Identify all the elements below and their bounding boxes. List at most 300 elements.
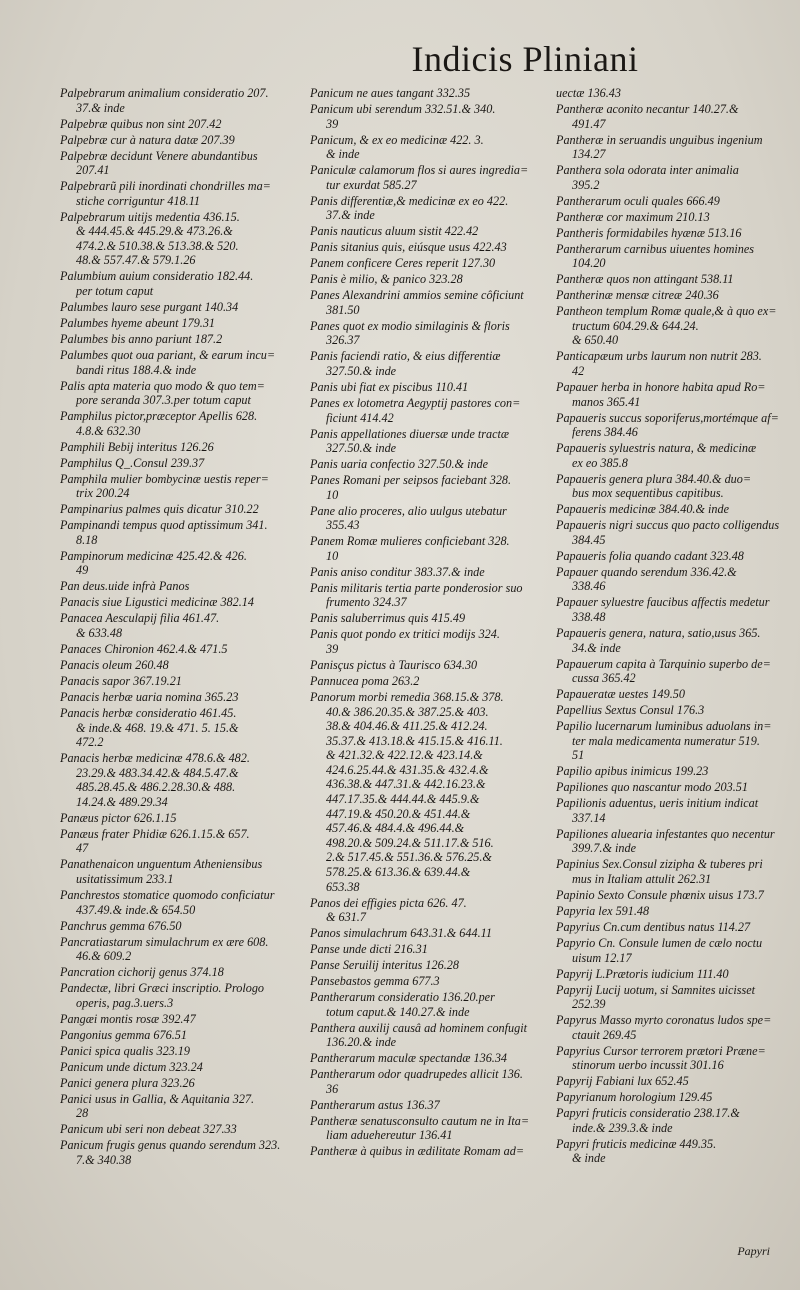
index-entry-line: ter mala medicamenta numeratur 519. xyxy=(572,733,760,748)
index-entry xyxy=(556,703,792,718)
index-entry-line: 355.43 xyxy=(326,518,360,533)
index-entry-line: uisum 12.17 xyxy=(572,950,632,965)
index-entry-line: & inde xyxy=(326,147,360,162)
index-entry xyxy=(556,102,792,131)
index-entry-line: 498.20.& 509.24.& 511.17.& 516. xyxy=(326,835,494,850)
index-entry-line: Pantherarum oculi quales 666.49 xyxy=(556,193,720,208)
index-entry xyxy=(60,518,284,547)
index-entry-line: Pancratiastarum simulachrum ex ære 608. xyxy=(60,934,269,949)
index-entry xyxy=(60,706,284,750)
index-entry xyxy=(310,272,532,287)
index-entry-line: Papauer quando serendum 336.42.& xyxy=(556,564,737,579)
index-entry-line: Panicum ubi serendum 332.51.& 340. xyxy=(310,101,496,116)
index-entry-line: stinorum uerbo incussit 301.16 xyxy=(572,1058,724,1073)
index-entry-line: Papilionis aduentus, ueris initium indicat xyxy=(556,796,759,811)
index-column-2 xyxy=(310,86,532,1160)
index-entry-line: 207.41 xyxy=(76,163,110,178)
index-entry xyxy=(310,581,532,610)
index-entry xyxy=(310,896,532,925)
index-entry xyxy=(310,534,532,563)
index-entry xyxy=(556,1106,792,1135)
index-entry-line: 49 xyxy=(76,563,89,578)
index-entry-line: tur exurdat 585.27 xyxy=(326,177,417,192)
index-entry-line: Palis apta materia quo modo & quo tem= xyxy=(60,378,265,393)
index-entry-line: Papiliones aluearia infestantes quo necentur xyxy=(556,826,775,841)
index-entry-line: 437.49.& inde.& 654.50 xyxy=(76,902,196,917)
page-title: Indicis Pliniani xyxy=(411,39,639,79)
index-entry xyxy=(60,690,284,705)
index-entry-line: Papyrij Lucij uotum, si Samnites uicisset xyxy=(556,982,756,997)
index-entry xyxy=(60,888,284,917)
index-entry-line: 134.27 xyxy=(572,147,606,162)
index-entry-line: Pantherarum astus 136.37 xyxy=(310,1097,440,1112)
index-entry-line: 48.& 557.47.& 579.1.26 xyxy=(76,253,196,268)
index-entry xyxy=(556,1013,792,1042)
index-entry-line: Papaueris genera plura 384.40.& duo= xyxy=(556,471,752,486)
index-entry xyxy=(60,502,284,517)
index-entry xyxy=(310,457,532,472)
index-entry-line: Panacis siue Ligustici medicinæ 382.14 xyxy=(60,595,254,610)
index-entry-line: bandi ritus 188.4.& inde xyxy=(76,362,197,377)
index-entry xyxy=(310,627,532,656)
index-entry-line: Papyrius Cursor terrorem prætori Præne= xyxy=(556,1043,766,1058)
index-entry-line: 35.37.& 413.18.& 415.15.& 416.11. xyxy=(326,733,503,748)
index-entry-line: Panis faciendi ratio, & eius differentiæ xyxy=(310,349,501,364)
index-entry-line: Panis differentiæ,& medicinæ ex eo 422. xyxy=(310,193,509,208)
index-entry xyxy=(60,935,284,964)
index-entry-line: Papaueris medicinæ 384.40.& inde xyxy=(556,502,729,517)
index-entry xyxy=(60,269,284,298)
index-entry-line: cussa 365.42 xyxy=(572,671,636,686)
index-entry-line: Pannucea poma 263.2 xyxy=(310,673,420,688)
index-entry-line: Pantherarum consideratio 136.20.per xyxy=(310,990,495,1005)
index-entry xyxy=(310,163,532,192)
index-entry xyxy=(60,642,284,657)
index-entry xyxy=(556,502,792,517)
index-entry xyxy=(556,242,792,271)
index-entry-line: Panem conficere Ceres reperit 127.30 xyxy=(310,256,496,271)
index-entry xyxy=(556,827,792,856)
index-entry-line: Papyrio Cn. Consule lumen de cælo noctu xyxy=(556,935,763,950)
index-entry-line: Panæus frater Phidiæ 626.1.15.& 657. xyxy=(60,826,250,841)
index-entry-line: Pantheon templum Romæ quale,& à quo ex= xyxy=(556,304,777,319)
index-entry-line: Panicum ubi seri non debeat 327.33 xyxy=(60,1122,237,1137)
index-entry xyxy=(310,942,532,957)
index-entry xyxy=(556,1044,792,1073)
index-entry-line: ficiunt 414.42 xyxy=(326,410,394,425)
index-entry xyxy=(310,1144,532,1159)
index-entry xyxy=(310,319,532,348)
index-entry-line: Panis appellationes diuersæ unde tractæ xyxy=(310,426,510,441)
index-entry-line: 338.46 xyxy=(572,579,606,594)
index-entry-line: Pantheræ senatusconsulto cautum ne in Ita= xyxy=(310,1113,530,1128)
index-entry-line: Panis è milio, & panico 323.28 xyxy=(310,272,463,287)
index-entry xyxy=(556,472,792,501)
index-entry-line: 34.& inde xyxy=(572,640,621,655)
index-entry-line: 424.6.25.44.& 431.35.& 432.4.& xyxy=(326,762,489,777)
index-columns xyxy=(60,86,792,1266)
index-entry xyxy=(556,194,792,209)
index-entry xyxy=(556,411,792,440)
index-entry xyxy=(310,473,532,502)
index-entry xyxy=(310,926,532,941)
index-entry-line: Papaueris nigri succus quo pacto colligendus xyxy=(556,518,780,533)
index-entry-line: 337.14 xyxy=(572,810,606,825)
index-entry xyxy=(556,1090,792,1105)
index-entry-line: 485.28.45.& 486.2.28.30.& 488. xyxy=(76,780,236,795)
index-entry-line: 338.48 xyxy=(572,610,606,624)
index-entry xyxy=(556,936,792,965)
index-entry xyxy=(556,272,792,287)
index-entry-line: Pamphilus Q_.Consul 239.37 xyxy=(60,455,205,470)
index-entry-line: 36 xyxy=(326,1081,339,1096)
index-entry-line: Pampinandi tempus quod aptissimum 341. xyxy=(60,518,268,533)
index-entry-line: 2.& 517.45.& 551.36.& 576.25.& xyxy=(326,850,492,865)
index-entry-line: 7.& 340.38 xyxy=(76,1152,132,1167)
index-entry-line: Papaueris syluestris natura, & medicinæ xyxy=(556,441,757,456)
index-entry-line: & 650.40 xyxy=(572,333,619,348)
index-entry-line: 10 xyxy=(326,548,339,563)
index-entry-line: & 444.45.& 445.29.& 473.26.& xyxy=(76,224,233,239)
index-entry xyxy=(60,1138,284,1167)
index-entry-line: stiche corriguntur 418.11 xyxy=(76,193,201,208)
index-entry-line: Pantherarum odor quadrupedes allicit 136. xyxy=(310,1067,523,1082)
index-entry xyxy=(60,456,284,471)
index-entry-line: Papaueris folia quando cadant 323.48 xyxy=(556,548,744,563)
index-entry-line: Papyrianum horologium 129.45 xyxy=(556,1090,713,1105)
index-entry xyxy=(60,611,284,640)
index-entry-line: Papinius Sex.Consul zizipha & tuberes pri xyxy=(556,857,763,872)
index-entry-line: Pamphili Bebij interitus 126.26 xyxy=(60,439,214,454)
index-entry xyxy=(556,1074,792,1089)
index-entry xyxy=(310,288,532,317)
index-entry-line: Pan deus.uide infrà Panos xyxy=(60,579,190,594)
index-entry-line: Palumbes quot oua pariant, & earum incu= xyxy=(60,348,276,362)
index-entry xyxy=(310,611,532,626)
index-entry-line: 40.& 386.20.35.& 387.25.& 403. xyxy=(326,704,489,719)
index-entry xyxy=(310,674,532,689)
index-entry xyxy=(556,226,792,241)
index-entry-line: Panos simulachrum 643.31.& 644.11 xyxy=(310,926,492,941)
index-entry xyxy=(60,549,284,578)
index-entry xyxy=(556,595,792,624)
index-entry xyxy=(310,224,532,239)
index-entry-line: Panem Romæ mulieres conficiebant 328. xyxy=(310,534,510,549)
index-entry xyxy=(60,210,284,268)
index-entry-line: Papiliones quo nascantur modo 203.51 xyxy=(556,780,748,795)
index-entry xyxy=(556,210,792,225)
index-entry xyxy=(60,857,284,886)
index-entry-line: Panacea Aesculapij filia 461.47. xyxy=(60,611,220,626)
index-entry xyxy=(556,687,792,702)
index-entry-line: per totum caput xyxy=(76,284,154,299)
index-entry xyxy=(60,827,284,856)
index-entry-line: Papyrius Cn.cum dentibus natus 114.27 xyxy=(556,919,751,934)
index-entry xyxy=(556,349,792,378)
index-entry-line: & 633.48 xyxy=(76,625,123,640)
index-entry xyxy=(60,1076,284,1091)
index-entry xyxy=(556,549,792,564)
index-entry xyxy=(556,764,792,779)
index-entry-line: Pandectæ, libri Græci inscriptio. Prologo xyxy=(60,981,265,996)
index-entry xyxy=(60,348,284,377)
index-entry xyxy=(60,751,284,809)
index-entry-line: 37.& inde xyxy=(326,208,375,223)
index-entry-line: Panes ex lotometra Aegyptij pastores con= xyxy=(310,395,521,410)
index-entry xyxy=(60,149,284,178)
index-entry-line: ferens 384.46 xyxy=(572,425,638,440)
index-entry xyxy=(310,240,532,255)
index-entry xyxy=(60,1044,284,1059)
index-entry-line: 136.20.& inde xyxy=(326,1035,397,1050)
index-entry-line: totum caput.& 140.27.& inde xyxy=(326,1004,470,1019)
index-entry-line: 37.& inde xyxy=(76,100,125,115)
index-entry-line: Panaces Chironion 462.4.& 471.5 xyxy=(60,641,228,656)
index-entry-line: Pansebastos gemma 677.3 xyxy=(310,974,440,989)
index-entry-line: 395.2 xyxy=(572,177,600,192)
index-entry-line: Panacis herbæ uaria nomina 365.23 xyxy=(60,689,239,704)
index-entry xyxy=(556,904,792,919)
index-entry-line: Panis nauticus aluum sistit 422.42 xyxy=(310,224,479,239)
index-entry-line: Palpebræ quibus non sint 207.42 xyxy=(60,116,222,131)
index-entry xyxy=(310,658,532,673)
index-entry-line: 28 xyxy=(76,1106,89,1121)
index-entry-line: uectæ 136.43 xyxy=(556,86,621,100)
index-entry-line: usitatissimum 233.1 xyxy=(76,872,174,886)
index-entry-line: 381.50 xyxy=(326,302,360,317)
index-entry-line: & 421.32.& 422.12.& 423.14.& xyxy=(326,748,483,763)
index-entry xyxy=(556,920,792,935)
index-entry-line: Panæus pictor 626.1.15 xyxy=(60,810,177,825)
index-entry-line: Pampinorum medicinæ 425.42.& 426. xyxy=(60,548,247,563)
index-entry xyxy=(60,316,284,331)
index-entry xyxy=(60,1092,284,1121)
index-entry xyxy=(556,518,792,547)
index-entry xyxy=(310,1067,532,1096)
index-column-3 xyxy=(556,86,792,1167)
index-entry-line: 47 xyxy=(76,841,89,856)
index-entry xyxy=(556,983,792,1012)
index-entry xyxy=(60,409,284,438)
index-entry xyxy=(310,349,532,378)
index-entry-line: bus mox sequentibus capitibus. xyxy=(572,486,724,501)
index-entry-line: Pantherarum maculæ spectandæ 136.34 xyxy=(310,1051,508,1066)
catchword: Papyri xyxy=(737,1244,770,1258)
index-entry-line: Papauer syluestre faucibus affectis medetur xyxy=(556,595,770,610)
index-entry xyxy=(556,626,792,655)
index-entry-line: 252.39 xyxy=(572,997,606,1012)
index-entry-line: 399.7.& inde xyxy=(572,841,636,856)
index-entry-line: 327.50.& inde xyxy=(326,363,397,378)
index-entry-line: Papaueris genera, natura, satio,usus 365. xyxy=(556,625,761,640)
index-entry xyxy=(556,780,792,795)
index-entry-line: Panse unde dicti 216.31 xyxy=(310,942,428,957)
index-entry-line: Panchrestos stomatice quomodo conficiatur xyxy=(60,887,275,902)
index-entry-line: Papaueratæ uestes 149.50 xyxy=(556,687,685,702)
index-entry xyxy=(310,1114,532,1143)
index-entry-line: Panis militaris tertia parte ponderosior suo xyxy=(310,580,523,595)
index-entry xyxy=(556,796,792,825)
index-entry-line: 39 xyxy=(326,116,339,131)
index-entry xyxy=(310,396,532,425)
index-entry-line: Pantheræ cor maximum 210.13 xyxy=(556,209,710,224)
index-entry-line: Panticapæum urbs laurum non nutrit 283. xyxy=(556,349,762,364)
index-entry xyxy=(310,990,532,1019)
index-entry-line: Palpebrarum uitijs medentia 436.15. xyxy=(60,209,240,224)
index-entry xyxy=(60,86,284,115)
index-entry-line: Paniculæ calamorum flos si aures ingredia= xyxy=(310,163,529,178)
index-entry-line: Panacis sapor 367.19.21 xyxy=(60,673,182,688)
index-entry xyxy=(60,379,284,408)
index-entry-line: 578.25.& 613.36.& 639.44.& xyxy=(326,865,471,880)
index-entry-line: Panis quot pondo ex tritici modijs 324. xyxy=(310,627,500,642)
index-entry-line: Pantheræ à quibus in ædilitate Romam ad= xyxy=(310,1144,525,1159)
index-entry-line: 326.37 xyxy=(326,333,360,348)
index-entry xyxy=(60,811,284,826)
index-entry-line: Pantherinæ mensæ citreæ 240.36 xyxy=(556,288,719,303)
index-entry-line: mus in Italiam attulit 262.31 xyxy=(572,872,712,886)
index-entry-line: Papyri fruticis consideratio 238.17.& xyxy=(556,1106,740,1121)
index-entry xyxy=(60,579,284,594)
index-entry xyxy=(310,1098,532,1113)
index-entry xyxy=(556,719,792,763)
index-entry xyxy=(310,565,532,580)
index-entry xyxy=(60,919,284,934)
index-entry xyxy=(556,1137,792,1166)
index-entry-line: 46.& 609.2 xyxy=(76,949,132,964)
index-entry-line: 42 xyxy=(572,363,585,378)
index-entry-line: Papilio apibus inimicus 199.23 xyxy=(556,764,709,779)
index-entry-line: 327.50.& inde xyxy=(326,441,397,456)
index-entry-line: Panthera auxilij causâ ad hominem confugit xyxy=(310,1020,527,1035)
index-entry-line: pore seranda 307.3.per totum caput xyxy=(76,393,251,408)
index-entry-line: 39 xyxy=(326,641,339,656)
index-entry-line: Pantheræ quos non attingant 538.11 xyxy=(556,272,734,287)
index-entry xyxy=(556,133,792,162)
index-entry-line: 4.8.& 632.30 xyxy=(76,423,141,438)
index-entry-line: tructum 604.29.& 644.24. xyxy=(572,318,699,333)
index-entry-line: Palumbium auium consideratio 182.44. xyxy=(60,269,254,284)
index-entry-line: Panes quot ex modio similaginis & floris xyxy=(310,318,510,333)
index-entry-line: inde.& 239.3.& inde xyxy=(572,1120,673,1135)
index-entry-line: Palpebrarũ pili inordinati chondrilles ma= xyxy=(60,179,271,194)
index-entry-line: Panacis herbæ medicinæ 478.6.& 482. xyxy=(60,751,250,766)
index-entry-line: 457.46.& 484.4.& 496.44.& xyxy=(326,821,465,836)
index-entry-line: Panis aniso conditur 383.37.& inde xyxy=(310,564,485,579)
index-entry-line: Panacis herbæ consideratio 461.45. xyxy=(60,705,237,720)
index-entry-line: Palpebræ decidunt Venere abundantibus xyxy=(60,148,258,163)
index-entry-line: Papyria lex 591.48 xyxy=(556,903,650,918)
index-entry-line: Pampinarius palmes quis dicatur 310.22 xyxy=(60,502,259,517)
index-entry-line: & 631.7 xyxy=(326,910,366,925)
index-entry xyxy=(60,472,284,501)
index-entry-line: manos 365.41 xyxy=(572,394,641,409)
index-entry-line: Pantherarum carnibus uiuentes homines xyxy=(556,241,755,256)
index-entry-line: Pantheræ in seruandis unguibus ingenium xyxy=(556,132,763,147)
index-entry-line: Papinio Sexto Consule phœnix uisus 173.7 xyxy=(556,887,764,902)
index-entry-line: Palumbes bis anno pariunt 187.2 xyxy=(60,332,223,347)
index-entry xyxy=(310,380,532,395)
index-entry-line: 8.18 xyxy=(76,532,98,547)
index-entry xyxy=(556,288,792,303)
index-entry xyxy=(60,440,284,455)
index-entry-line: & inde.& 468. 19.& 471. 5. 15.& xyxy=(76,720,239,735)
index-entry xyxy=(60,117,284,132)
index-entry xyxy=(60,1028,284,1043)
index-entry-line: & inde xyxy=(572,1151,606,1166)
index-entry-line: 104.20 xyxy=(572,256,606,271)
index-entry-line: Panicum, & ex eo medicinæ 422. 3. xyxy=(310,132,484,147)
index-entry-line: 653.38 xyxy=(326,879,360,894)
index-entry xyxy=(310,256,532,271)
index-entry-line: Panicum unde dictum 323.24 xyxy=(60,1059,203,1074)
index-entry-line: Panes Alexandrini ammios semine côficiunt xyxy=(310,288,524,303)
index-entry-line: liam aduehereutur 136.41 xyxy=(326,1128,453,1143)
index-entry-line: Panicum frugis genus quando serendum 323. xyxy=(60,1138,281,1153)
index-entry-line: Panis saluberrimus quis 415.49 xyxy=(310,611,466,626)
index-entry xyxy=(310,86,532,101)
index-entry xyxy=(60,179,284,208)
index-entry xyxy=(60,595,284,610)
index-entry-line: Panorum morbi remedia 368.15.& 378. xyxy=(310,689,504,704)
index-entry-line: Panse Seruilij interitus 126.28 xyxy=(310,958,459,973)
index-entry xyxy=(556,86,792,101)
index-entry-line: Papauerum capita à Tarquinio superbo de= xyxy=(556,656,771,671)
index-entry-line: Panis ubi fiat ex piscibus 110.41 xyxy=(310,379,469,394)
index-entry-line: Pancration cichorij genus 374.18 xyxy=(60,965,224,980)
index-entry xyxy=(556,565,792,594)
index-entry-line: Palumbes lauro sese purgant 140.34 xyxy=(60,300,239,315)
index-entry xyxy=(60,1122,284,1137)
index-entry xyxy=(60,965,284,980)
index-entry-line: 23.29.& 483.34.42.& 484.5.47.& xyxy=(76,765,239,780)
index-entry xyxy=(556,857,792,886)
index-entry xyxy=(310,102,532,131)
index-entry xyxy=(60,674,284,689)
index-entry-line: 472.2 xyxy=(76,735,104,750)
index-entry-line: 436.38.& 447.31.& 442.16.23.& xyxy=(326,777,486,792)
index-entry xyxy=(310,133,532,162)
index-entry-line: 51 xyxy=(572,748,585,763)
index-entry-line: Pamphilus pictor,præceptor Apellis 628. xyxy=(60,409,258,424)
index-entry xyxy=(556,888,792,903)
index-entry xyxy=(60,1060,284,1075)
index-entry-line: Papaueris succus soporiferus,mortémque af= xyxy=(556,410,779,425)
index-entry xyxy=(310,1051,532,1066)
index-entry-line: Papyri fruticis medicinæ 449.35. xyxy=(556,1136,717,1151)
index-entry xyxy=(60,1012,284,1027)
index-entry xyxy=(556,657,792,686)
index-entry-line: 38.& 404.46.& 411.25.& 412.24. xyxy=(326,719,488,734)
index-entry xyxy=(310,504,532,533)
index-entry-line: Panicum ne aues tangant 332.35 xyxy=(310,86,471,100)
index-entry xyxy=(556,441,792,470)
index-entry xyxy=(310,427,532,456)
index-entry xyxy=(310,690,532,894)
index-entry xyxy=(60,133,284,148)
index-entry-line: Panisçus pictus à Taurisco 634.30 xyxy=(310,657,478,672)
index-entry xyxy=(556,304,792,348)
index-entry xyxy=(556,380,792,409)
index-entry-line: Papyrij Fabiani lux 652.45 xyxy=(556,1074,689,1089)
index-entry-line: Pantheris formidabiles hyænæ 513.16 xyxy=(556,225,742,240)
index-entry-line: 447.19.& 450.20.& 451.44.& xyxy=(326,806,471,821)
index-entry-line: trix 200.24 xyxy=(76,486,130,501)
index-column-1 xyxy=(60,86,284,1169)
index-entry-line: Pangonius gemma 676.51 xyxy=(60,1027,187,1042)
index-entry xyxy=(60,981,284,1010)
index-entry-line: 447.17.35.& 444.44.& 445.9.& xyxy=(326,792,480,807)
